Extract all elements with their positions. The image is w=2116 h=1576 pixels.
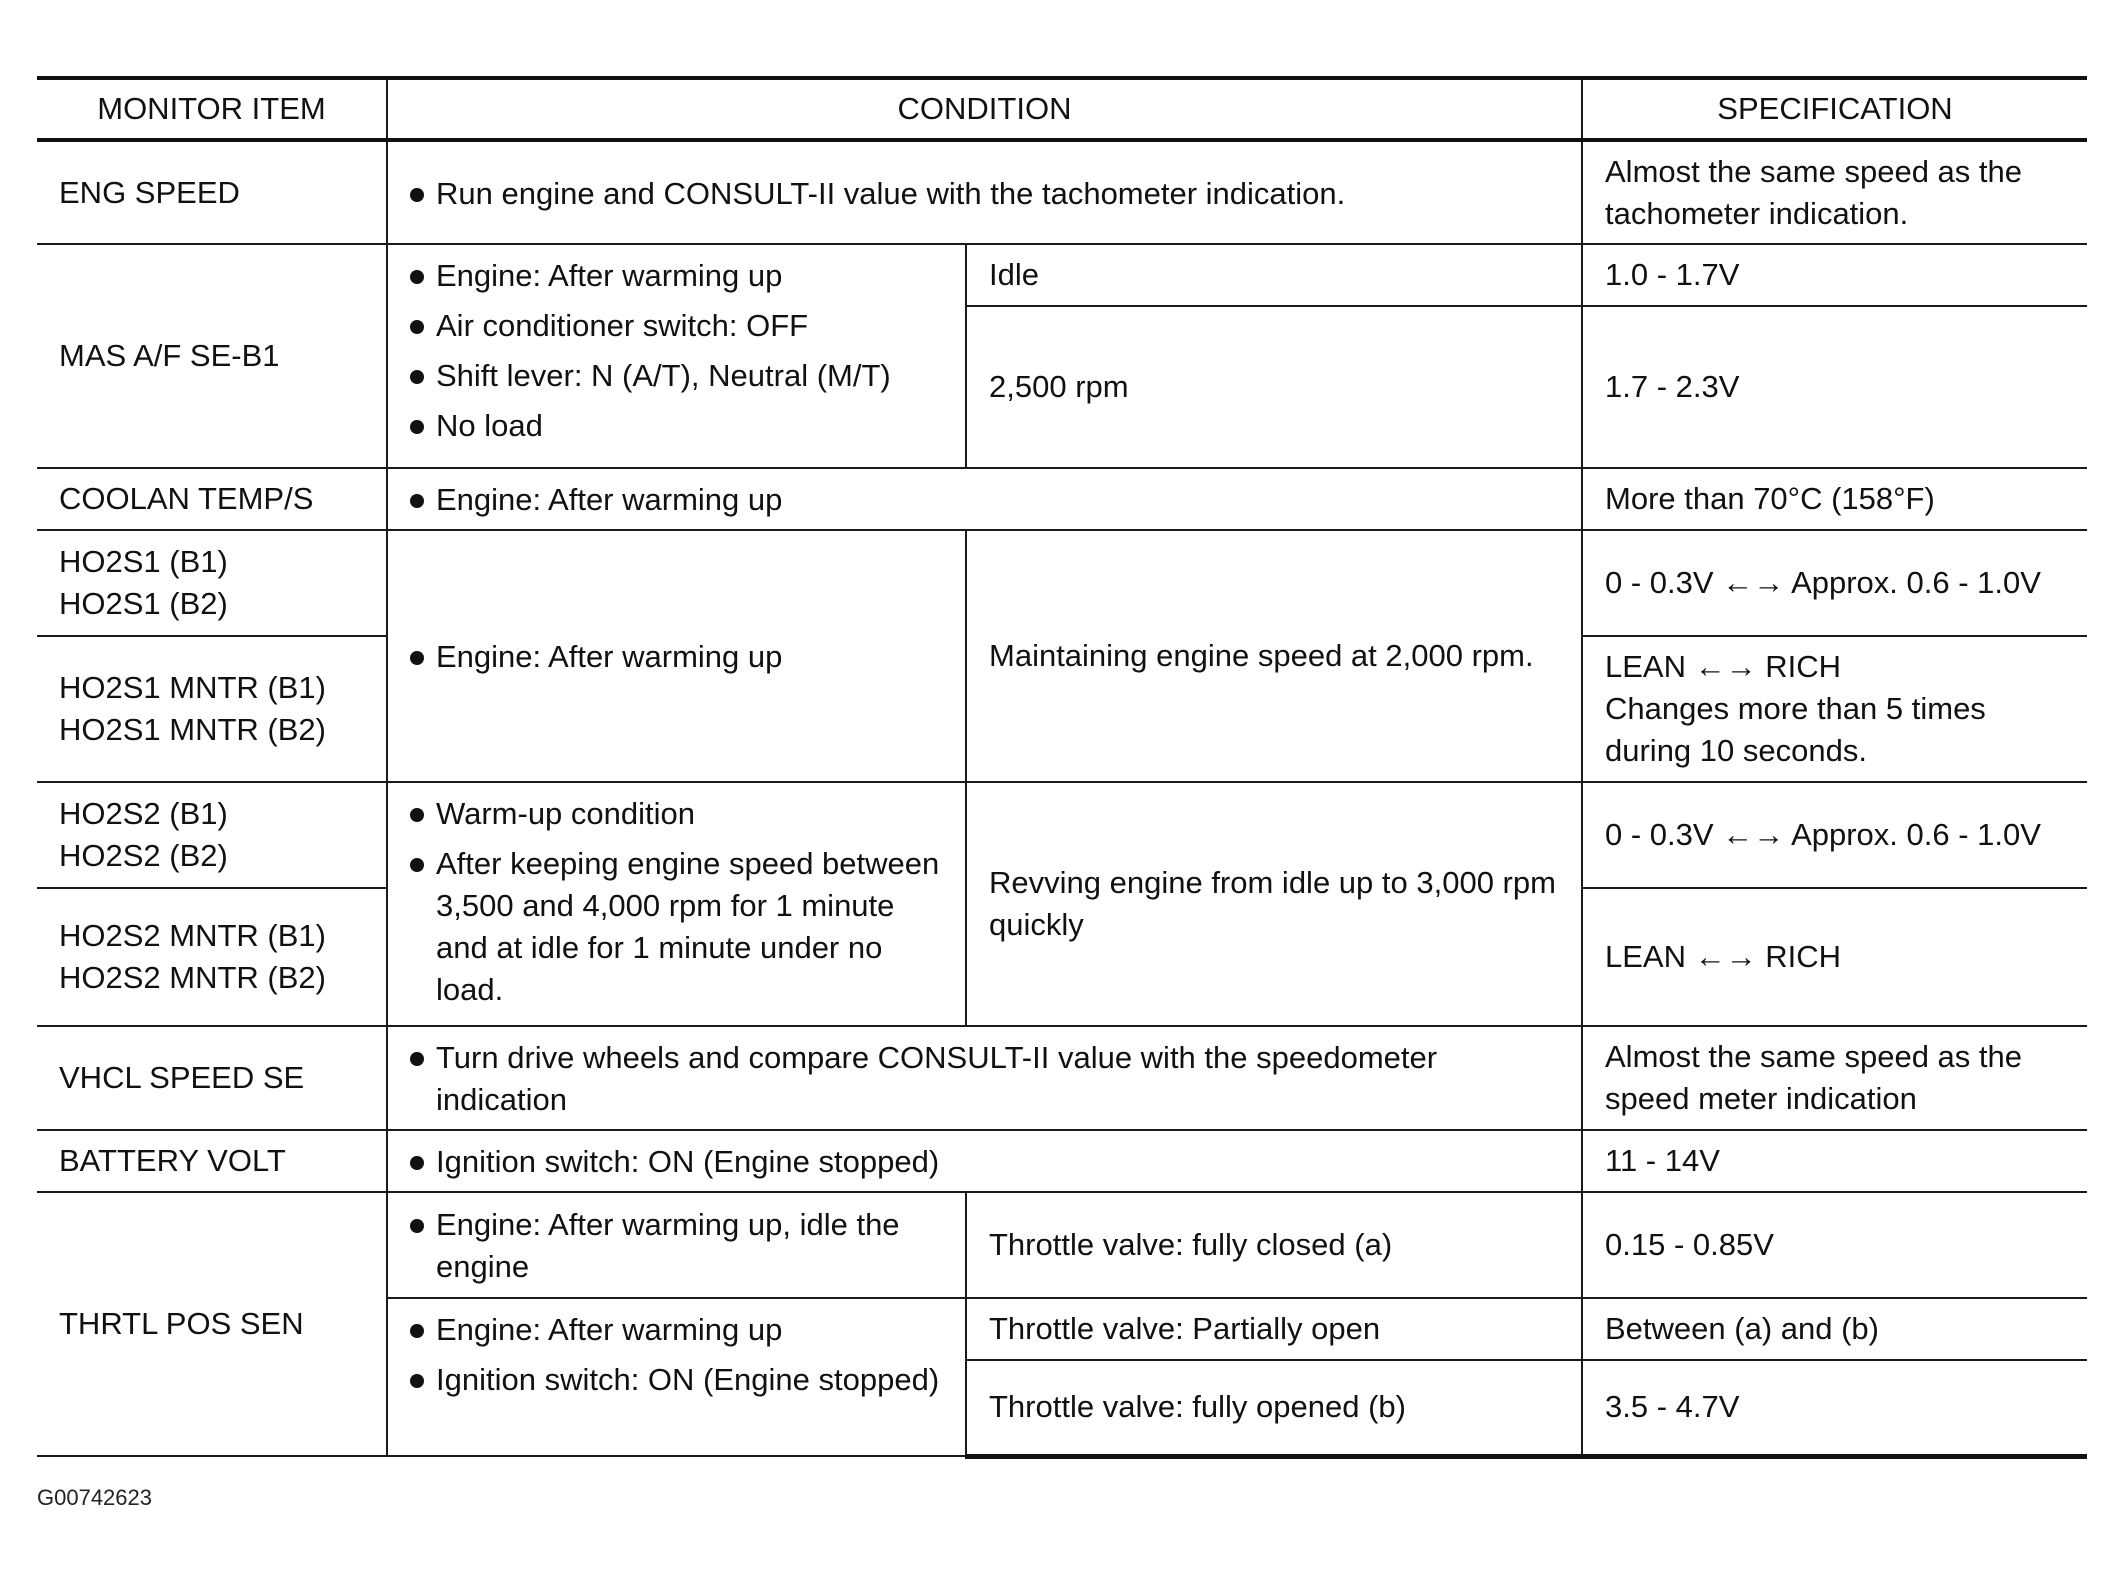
- monitor-item-cell: BATTERY VOLT: [37, 1130, 387, 1192]
- monitor-spec-table: [37, 76, 2087, 1459]
- sub-condition-cell: Maintaining engine speed at 2,000 rpm.: [966, 530, 1582, 782]
- table-row: [37, 530, 2087, 636]
- monitor-item-line: HO2S1 (B2): [59, 586, 228, 621]
- specification-cell: 3.5 - 4.7V: [1582, 1360, 2087, 1456]
- condition-text: Warm-up condition: [436, 796, 696, 831]
- table-row: [37, 244, 2087, 306]
- specification-cell: 0 - 0.3V ←→ Approx. 0.6 - 1.0V: [1582, 782, 2087, 888]
- condition-text: Air conditioner switch: OFF: [436, 308, 809, 343]
- monitor-item-cell: [37, 782, 387, 888]
- figure-id: G00742623: [37, 1485, 152, 1510]
- table-row: [37, 1192, 2087, 1298]
- bullet-icon: [410, 808, 424, 822]
- sub-condition-cell: Idle: [966, 244, 1582, 306]
- condition-cell: [387, 782, 966, 1026]
- sub-condition-cell: 2,500 rpm: [966, 306, 1582, 468]
- monitor-item-line: HO2S2 (B1): [59, 796, 228, 831]
- bullet-icon: [410, 1324, 424, 1338]
- condition-text: Engine: After warming up: [436, 258, 783, 293]
- bullet-icon: [410, 858, 424, 872]
- monitor-item-cell: ENG SPEED: [37, 140, 387, 244]
- specification-cell: 0 - 0.3V ←→ Approx. 0.6 - 1.0V: [1582, 530, 2087, 636]
- monitor-item-cell: COOLAN TEMP/S: [37, 468, 387, 530]
- condition-text: No load: [436, 408, 543, 443]
- condition-text: Engine: After warming up: [436, 1312, 783, 1347]
- bullet-icon: [410, 270, 424, 284]
- monitor-item-cell: THRTL POS SEN: [37, 1192, 387, 1456]
- table-row: [37, 1130, 2087, 1192]
- monitor-item-cell: [37, 888, 387, 1026]
- specification-cell: Between (a) and (b): [1582, 1298, 2087, 1360]
- condition-text: Ignition switch: ON (Engine stopped): [436, 1144, 940, 1179]
- bullet-icon: [410, 320, 424, 334]
- header-monitor-item: MONITOR ITEM: [37, 78, 387, 140]
- bullet-icon: [410, 1219, 424, 1233]
- table-header-row: [37, 78, 2087, 140]
- bullet-icon: [410, 420, 424, 434]
- condition-cell: [387, 1130, 1582, 1192]
- specification-cell: Almost the same speed as the tachometer indication.: [1582, 140, 2087, 244]
- monitor-item-line: HO2S2 MNTR (B1): [59, 918, 326, 953]
- condition-cell: [387, 468, 1582, 530]
- specification-cell: More than 70°C (158°F): [1582, 468, 2087, 530]
- condition-text: Engine: After warming up: [436, 482, 783, 517]
- condition-text: Ignition switch: ON (Engine stopped): [436, 1362, 940, 1397]
- specification-cell: 1.0 - 1.7V: [1582, 244, 2087, 306]
- table-row: [37, 140, 2087, 244]
- specification-cell: 0.15 - 0.85V: [1582, 1192, 2087, 1298]
- specification-cell: 1.7 - 2.3V: [1582, 306, 2087, 468]
- monitor-item-cell: [37, 530, 387, 636]
- bullet-icon: [410, 1052, 424, 1066]
- condition-cell: [387, 244, 966, 468]
- specification-cell: Almost the same speed as the speed meter indication: [1582, 1026, 2087, 1130]
- specification-line: Changes more than 5 times during 10 seconds.: [1605, 691, 1986, 768]
- bullet-icon: [410, 494, 424, 508]
- monitor-item-line: HO2S1 MNTR (B2): [59, 712, 326, 747]
- header-condition: CONDITION: [387, 78, 1582, 140]
- specification-line: LEAN ←→ RICH: [1605, 649, 1841, 684]
- condition-cell: [387, 1026, 1582, 1130]
- bullet-icon: [410, 1156, 424, 1170]
- sub-condition-cell: Throttle valve: fully opened (b): [966, 1360, 1582, 1456]
- monitor-item-cell: [37, 636, 387, 782]
- monitor-item-cell: MAS A/F SE-B1: [37, 244, 387, 468]
- table-row: [37, 1026, 2087, 1130]
- table-row: [37, 782, 2087, 888]
- monitor-item-line: HO2S2 (B2): [59, 838, 228, 873]
- specification-cell: LEAN ←→ RICH: [1582, 888, 2087, 1026]
- monitor-item-line: HO2S2 MNTR (B2): [59, 960, 326, 995]
- sub-condition-cell: Throttle valve: fully closed (a): [966, 1192, 1582, 1298]
- monitor-item-line: HO2S1 MNTR (B1): [59, 670, 326, 705]
- header-specification: SPECIFICATION: [1582, 78, 2087, 140]
- condition-cell: [387, 1192, 966, 1298]
- monitor-item-cell: VHCL SPEED SE: [37, 1026, 387, 1130]
- bullet-icon: [410, 188, 424, 202]
- condition-cell: [387, 140, 1582, 244]
- bullet-icon: [410, 370, 424, 384]
- bullet-icon: [410, 651, 424, 665]
- condition-text: Engine: After warming up, idle the engine: [436, 1207, 900, 1284]
- condition-text: Turn drive wheels and compare CONSULT-II value with the speedometer indication: [436, 1040, 1438, 1117]
- condition-cell: [387, 1298, 966, 1456]
- monitor-item-line: HO2S1 (B1): [59, 544, 228, 579]
- sub-condition-cell: Revving engine from idle up to 3,000 rpm quickly: [966, 782, 1582, 1026]
- table-row: [37, 468, 2087, 530]
- condition-text: Shift lever: N (A/T), Neutral (M/T): [436, 358, 891, 393]
- specification-cell: [1582, 636, 2087, 782]
- condition-cell: [387, 530, 966, 782]
- condition-text: Run engine and CONSULT-II value with the tachometer indication.: [436, 175, 1346, 211]
- specification-cell: 11 - 14V: [1582, 1130, 2087, 1192]
- condition-text: Engine: After warming up: [436, 639, 783, 674]
- condition-text: After keeping engine speed between 3,500 and 4,000 rpm for 1 minute and at idle for 1 minute under no load.: [436, 846, 940, 1007]
- sub-condition-cell: Throttle valve: Partially open: [966, 1298, 1582, 1360]
- bullet-icon: [410, 1374, 424, 1388]
